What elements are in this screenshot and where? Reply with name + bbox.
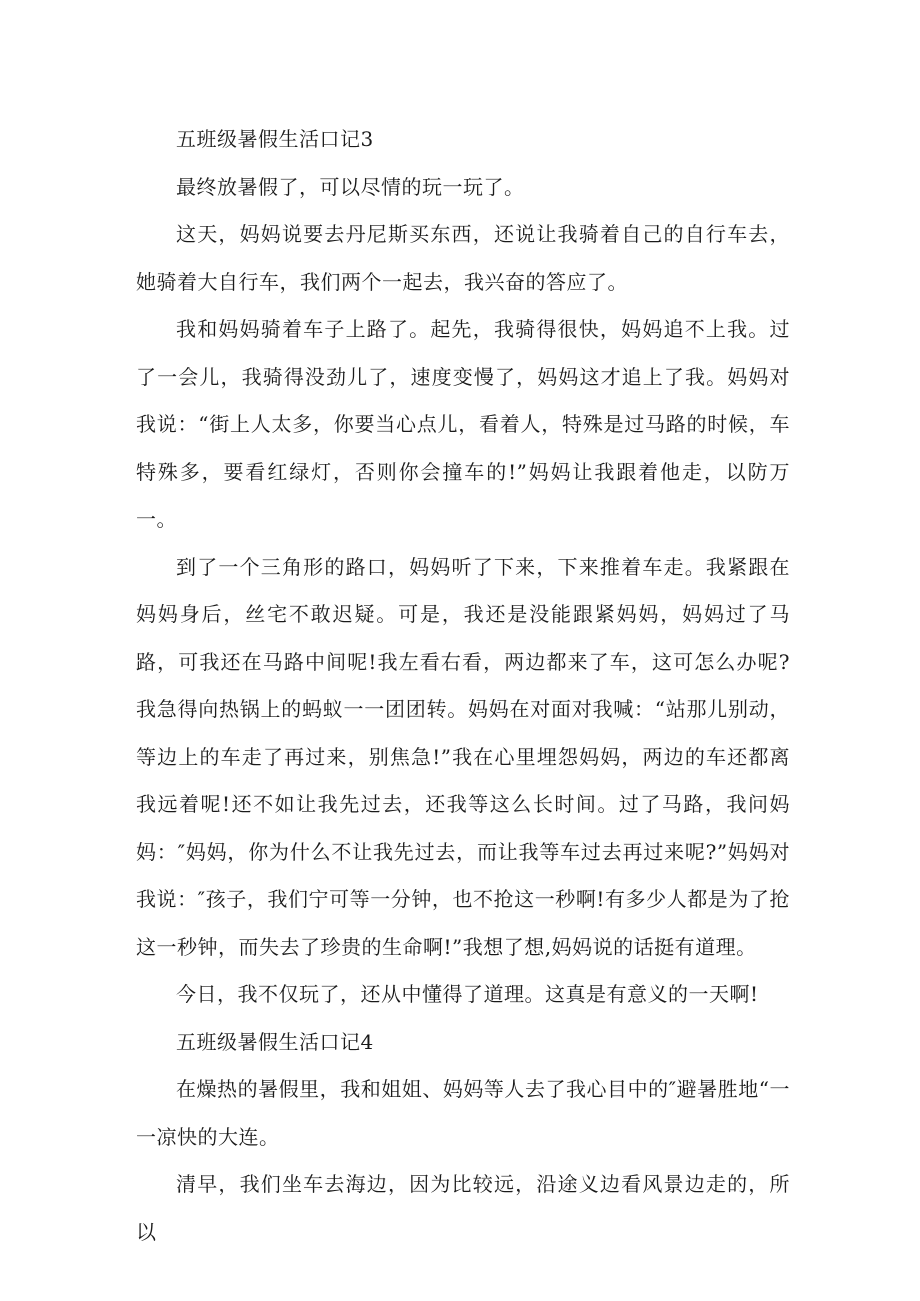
section-title-3: 五班级暑假生活口记3 (176, 127, 374, 151)
paragraph: 今日，我不仅玩了，还从中懂得了道理。这真是有意义的一天啊! (176, 982, 759, 1006)
paragraph: 我和妈妈骑着车子上路了。起先，我骑得很快，妈妈追不上我。过了一会儿，我骑得没劲儿了，速度变慢了，妈妈这才追上了我。妈妈对我说：“街上人太多，你要当心点儿，看着人，特殊是过马路的时候，车特殊多，要看红绿灯，否则你会撞车的!”妈妈让我跟着他走，以防万一。 (136, 317, 790, 531)
paragraph: 这天，妈妈说要去丹尼斯买东西，还说让我骑着自己的自行车去，她骑着大自行车，我们两个一起去，我兴奋的答应了。 (136, 222, 790, 294)
document-body (136, 116, 790, 1256)
paragraph: 到了一个三角形的路口，妈妈听了下来，下来推着车走。我紧跟在妈妈身后，丝宅不敢迟疑。可是，我还是没能跟紧妈妈，妈妈过了马路，可我还在马路中间呢!我左看右看，两边都来了车，这可怎么办呢?我急得向热锅上的蚂蚁一一团团转。妈妈在对面对我喊：“站那儿别动，等边上的车走了再过来，别焦急!”我在心里埋怨妈妈，两边的车还都离我远着呢!还不如让我先过去，还我等这么长时间。过了马路，我问妈妈：″妈妈，你为什么不让我先过去，而让我等车过去再过来呢?”妈妈对我说：″孩子，我们宁可等一分钟，也不抢这一秒啊!有多少人都是为了抢这一秒钟，而失去了珍贵的生命啊!”我想了想,妈妈说的话挺有道理。 (136, 554, 790, 959)
section-title-4: 五班级暑假生活口记4 (176, 1029, 374, 1054)
paragraph: 最终放暑假了，可以尽情的玩一玩了。 (176, 174, 525, 199)
paragraph: 在燥热的暑假里，我和姐姐、妈妈等人去了我心目中的″避暑胜地“一一凉快的大连。 (136, 1077, 790, 1149)
paragraph: 清早，我们坐车去海边，因为比较远，沿途义边看风景边走的，所以 (136, 1172, 790, 1244)
